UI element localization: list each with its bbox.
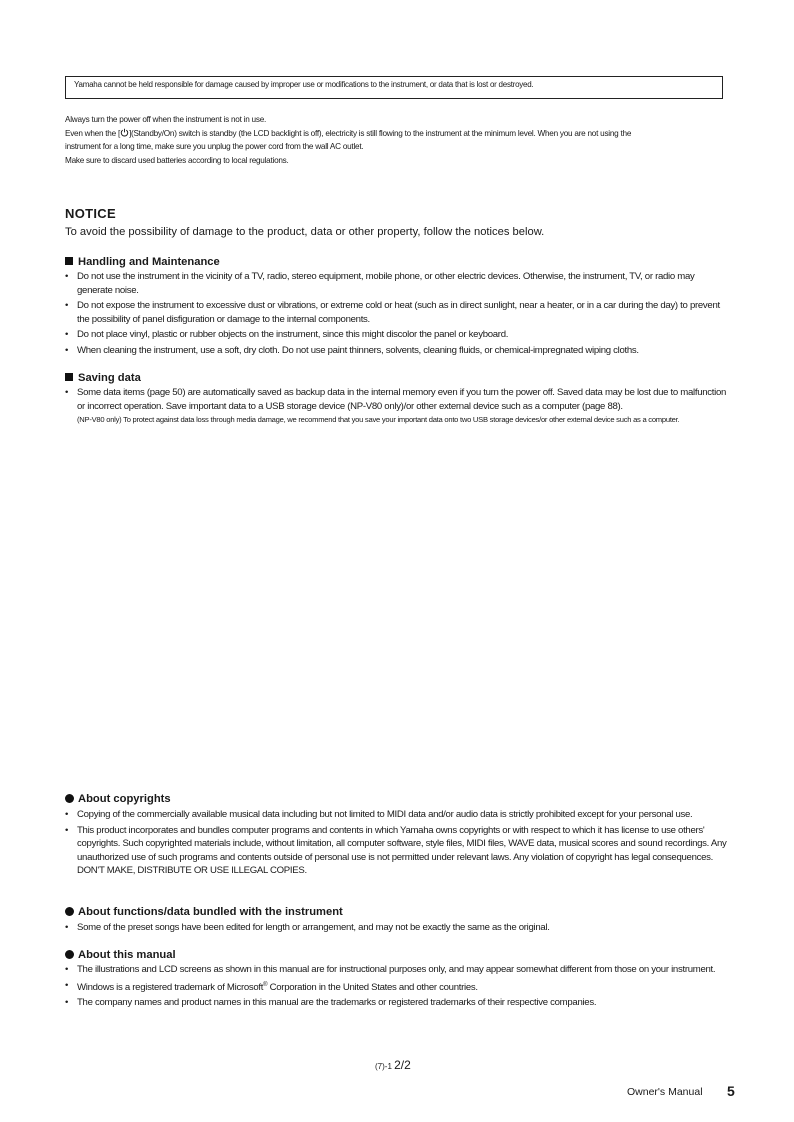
list-item: • Some of the preset songs have been edited for length or arrangement, and may not be exactly the same as the original.: [65, 922, 550, 933]
saving-list: [65, 386, 730, 427]
list-item: • Do not place vinyl, plastic or rubber objects on the instrument, since this might discolor the panel or keyboard.: [65, 329, 509, 341]
square-bullet-icon: [65, 257, 73, 265]
saving-note: (NP-V80 only) To protect against data loss through media damage, we recommend that you save your important data onto two USB storage devices/or other external device such as a computer.: [77, 415, 680, 425]
circle-bullet-icon: [65, 950, 74, 959]
page-code: [375, 1058, 411, 1072]
square-bullet-icon: [65, 373, 73, 381]
handling-title: Handling and Maintenance: [78, 256, 220, 268]
power-standby-icon: [120, 128, 129, 137]
functions-heading: [65, 906, 343, 918]
list-item: • Windows is a registered trademark of Microsoft® Corporation in the United States and other countries.: [65, 979, 478, 993]
functions-title: About functions/data bundled with the instrument: [78, 906, 343, 918]
saving-title: Saving data: [78, 372, 141, 384]
page-number: 5: [727, 1083, 735, 1099]
list-item: • The illustrations and LCD screens as shown in this manual are for instructional purposes only, and may appear somewhat different from those on your instrument.: [65, 964, 716, 975]
saving-heading: [65, 372, 141, 384]
manual-heading: [65, 949, 176, 961]
list-item: • Do not use the instrument in the vicinity of a TV, radio, stereo equipment, mobile phone, or other electric devices. Otherwise, the instrument, TV, or radio may generate noise.: [65, 271, 695, 296]
power-note-text: ](Standby/On) switch is standby (the LCD backlight is off), electricity is still flowing to the instrument at the minimum level. When you are not using the: [128, 128, 632, 138]
page-code-big: 2/2: [394, 1058, 411, 1072]
disclaimer-box: [65, 76, 723, 99]
copyrights-heading: [65, 793, 171, 805]
notice-intro: To avoid the possibility of damage to the product, data or other property, follow the notices below.: [65, 226, 545, 238]
list-item: • Copying of the commercially available musical data including but not limited to MIDI data and/or audio data is strictly prohibited except for your personal use.: [65, 809, 693, 820]
functions-list: [65, 921, 730, 937]
circle-bullet-icon: [65, 907, 74, 916]
manual-title: About this manual: [78, 949, 176, 961]
power-note-line: Make sure to discard used batteries according to local regulations.: [65, 155, 289, 165]
power-notes: [65, 113, 735, 167]
power-note-line: instrument for a long time, make sure you unplug the power cord from the wall AC outlet.: [65, 142, 364, 151]
handling-list: [65, 270, 730, 360]
notice-title: NOTICE: [65, 206, 116, 221]
manual-list: [65, 963, 730, 1012]
copyrights-list: [65, 808, 730, 880]
power-note-text: Even when the [: [65, 128, 120, 138]
power-note-line: Always turn the power off when the instrument is not in use.: [65, 115, 267, 124]
circle-bullet-icon: [65, 794, 74, 803]
page-code-small: (7)-1: [375, 1062, 392, 1071]
list-item: • When cleaning the instrument, use a soft, dry cloth. Do not use paint thinners, solvents, cleaning fluids, or chemical-impregnated wiping cloths.: [65, 344, 639, 356]
list-item: • The company names and product names in this manual are the trademarks or registered trademarks of their respective companies.: [65, 997, 597, 1009]
disclaimer-text: Yamaha cannot be held responsible for damage caused by improper use or modifications to the instrument, or data that is lost or destroyed.: [74, 80, 534, 89]
list-item: • This product incorporates and bundles computer programs and contents in which Yamaha owns copyrights or with respect to which it has license to use others' copyrights. Such copyrighted materials include, without limitation, all computer software, style files, MIDI files, WAVE data, musical scores and sound recordings. Any unauthorized use of such programs and contents outside of personal use is not permitted under relevant laws. Any violation of copyright has legal consequences. DON'T MAKE, DISTRIBUTE OR USE ILLEGAL COPIES.: [65, 824, 727, 877]
copyrights-title: About copyrights: [78, 793, 171, 805]
list-item: • Do not expose the instrument to excessive dust or vibrations, or extreme cold or heat (such as in direct sunlight, near a heater, or in a car during the day) to prevent the possibility of panel disfiguration or damage to the internal components.: [65, 300, 720, 325]
handling-heading: [65, 256, 220, 268]
list-item: • Some data items (page 50) are automatically saved as backup data in the internal memory even if you turn the power off. Saved data may be lost due to malfunction or incorrect operation. Save important data to a USB storage device (NP-V80 only)/or other external device such as a computer (page 88). (NP-V80 only) To protect against data loss through media damage, we recommend that you save your important data onto two USB storage devices/or other external device such as a computer.: [65, 386, 730, 425]
footer-label: Owner's Manual: [627, 1086, 703, 1098]
power-note-line: [65, 127, 735, 141]
